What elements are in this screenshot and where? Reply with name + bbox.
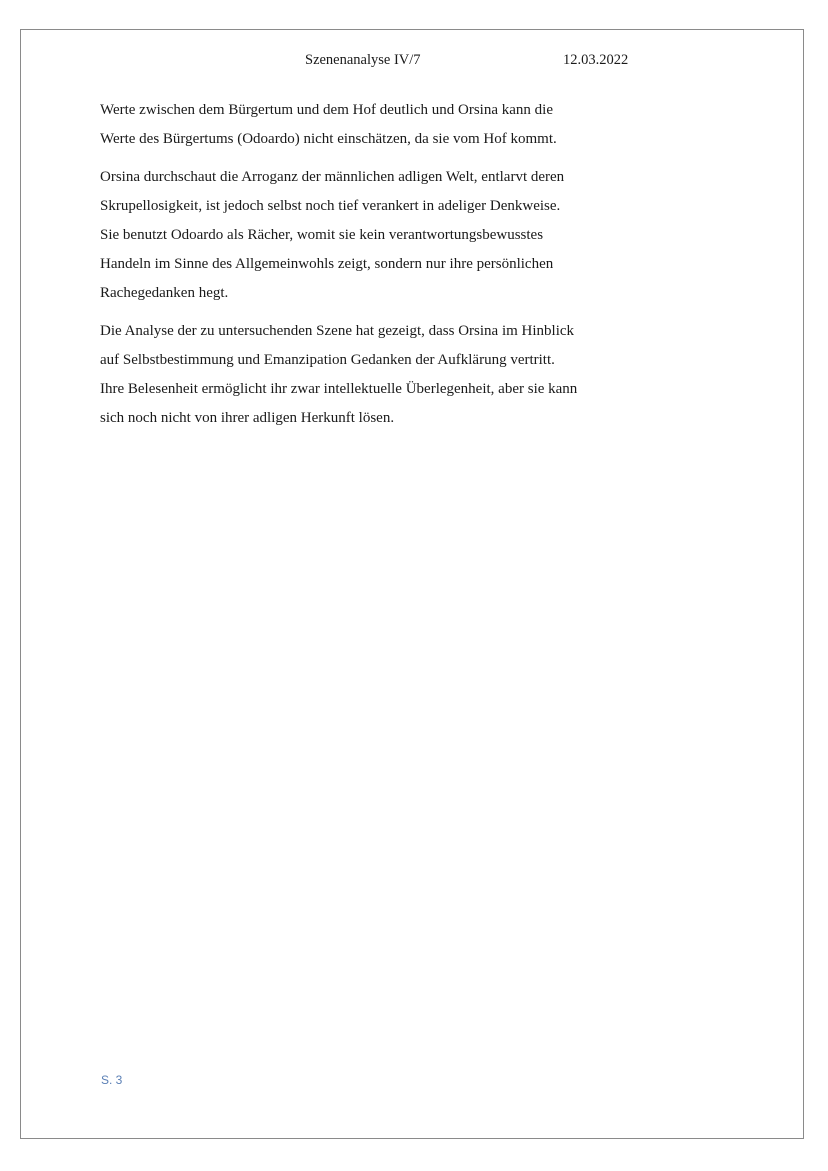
text-line: sich noch nicht von ihrer adligen Herkunft lösen. [100, 410, 395, 426]
paragraph-1 [100, 96, 660, 154]
text-line: Sie benutzt Odoardo als Rächer, womit sie kein verantwortungsbewusstes [100, 227, 544, 243]
paragraph-2 [100, 163, 660, 308]
page-header [21, 52, 803, 72]
text-line: Ihre Belesenheit ermöglicht ihr zwar intellektuelle Überlegenheit, aber sie kann [100, 381, 578, 397]
text-line: Handeln im Sinne des Allgemeinwohls zeigt, sondern nur ihre persönlichen [100, 256, 554, 272]
text-line: Skrupellosigkeit, ist jedoch selbst noch tief verankert in adeliger Denkweise. [100, 198, 561, 214]
text-line: Die Analyse der zu untersuchenden Szene hat gezeigt, dass Orsina im Hinblick [100, 323, 575, 339]
body-text [100, 96, 660, 442]
header-date: 12.03.2022 [563, 52, 629, 68]
text-line: Werte zwischen dem Bürgertum und dem Hof deutlich und Orsina kann die [100, 102, 553, 118]
paragraph-3 [100, 317, 660, 433]
text-line: Orsina durchschaut die Arroganz der männlichen adligen Welt, entlarvt deren [100, 169, 565, 185]
text-line: Rachegedanken hegt. [100, 285, 229, 301]
header-title: Szenenanalyse IV/7 [305, 52, 421, 68]
document-page [20, 29, 804, 1139]
text-line: Werte des Bürgertums (Odoardo) nicht einschätzen, da sie vom Hof kommt. [100, 131, 557, 147]
text-line: auf Selbstbestimmung und Emanzipation Gedanken der Aufklärung vertritt. [100, 352, 555, 368]
page-number: S. 3 [101, 1073, 123, 1087]
